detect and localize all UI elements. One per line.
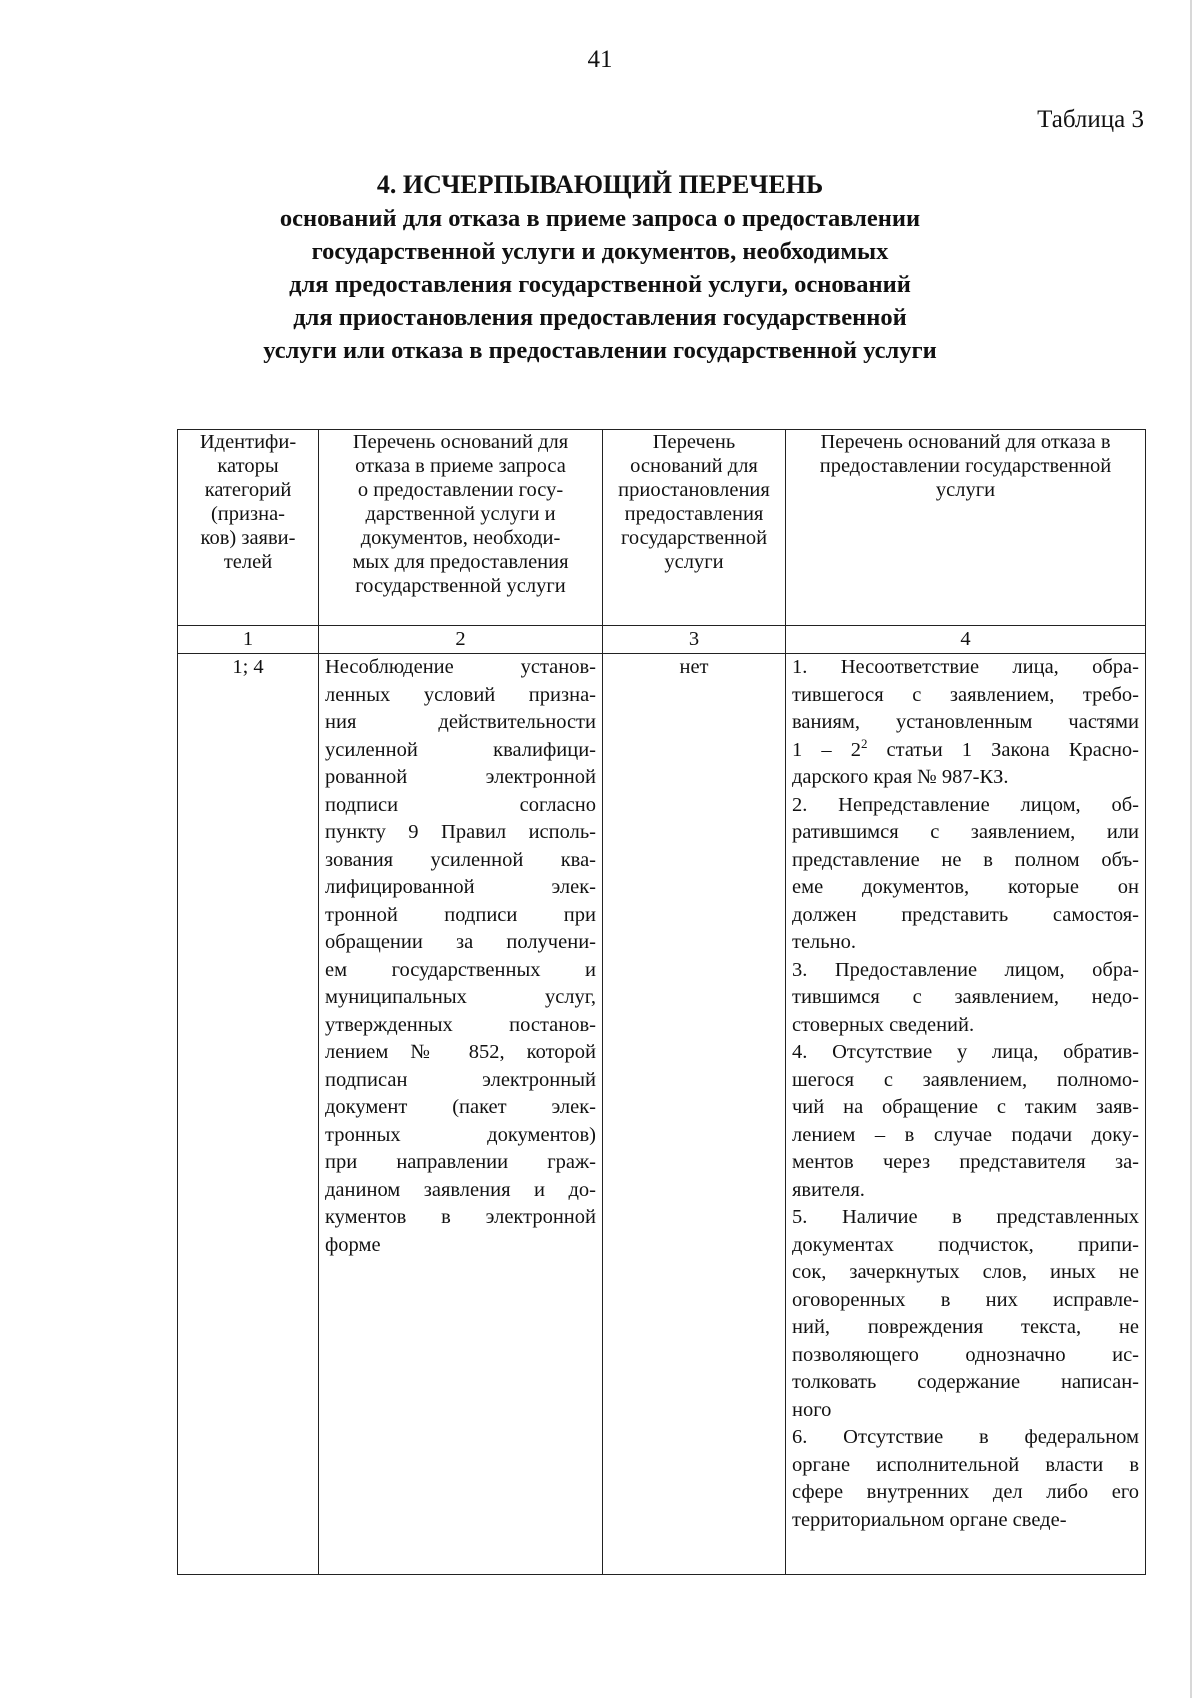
header-line: Идентифи- <box>199 431 297 453</box>
cell-line: муниципальных услуг, <box>325 986 596 1008</box>
cell-line: тившимся с заявлением, недо- <box>792 986 1139 1008</box>
cell-line: 5. Наличие в представленных <box>792 1206 1139 1228</box>
cell-line: ния действительности <box>325 711 596 733</box>
header-line: о предоставлении госу- <box>357 479 564 501</box>
header-applicant-categories <box>178 430 319 626</box>
header-line: Перечень оснований для <box>352 431 569 453</box>
cell-line: 6. Отсутствие в федеральном <box>792 1426 1139 1448</box>
cell-line: документах подчисток, припи- <box>792 1233 1139 1256</box>
cell-line: оговоренных в них исправле- <box>792 1288 1139 1311</box>
refusal-acceptance-cell <box>319 654 603 1575</box>
cell-line: явителя. <box>792 1178 865 1201</box>
column-number: 1 <box>178 626 319 654</box>
cell-line: представление не в полном объ- <box>792 848 1139 871</box>
column-number: 4 <box>786 626 1146 654</box>
title-block <box>160 168 1040 367</box>
column-number: 3 <box>603 626 786 654</box>
cell-line: шегося с заявлением, полномо- <box>792 1068 1139 1091</box>
header-line: каторы <box>217 455 279 477</box>
cell-line: толковать содержание написан- <box>792 1371 1139 1393</box>
grounds-table <box>177 429 1146 1575</box>
cell-line: лением № 852, которой <box>325 1041 596 1063</box>
header-line: оснований для <box>630 455 758 477</box>
cell-line: сфере внутренних дел либо его <box>792 1481 1139 1503</box>
header-line: государственной услуги <box>355 575 566 597</box>
cell-line: усиленной квалифици- <box>325 738 596 761</box>
cell-line: еме документов, которые он <box>792 876 1139 898</box>
suspension-cell: нет <box>603 654 786 1575</box>
header-line: телей <box>223 551 273 573</box>
header-grounds-refusal-service <box>786 430 1146 626</box>
header-line: государственной <box>620 527 768 549</box>
header-line: услуги <box>664 551 724 573</box>
cell-line: ний, повреждения текста, не <box>792 1316 1139 1338</box>
cell-line: Несоблюдение установ- <box>325 656 596 678</box>
header-line: (призна- <box>210 503 285 525</box>
title-line: услуги или отказа в предоставлении государственной услуги <box>263 337 937 364</box>
cell-line: обращении за получени- <box>325 931 596 953</box>
table-row <box>178 654 1146 1575</box>
cell-line: 1. Несоответствие лица, обра- <box>792 656 1139 678</box>
header-line: документов, необходи- <box>360 527 561 549</box>
header-grounds-refusal-acceptance <box>319 430 603 626</box>
cell-line: кументов в электронной <box>325 1206 596 1228</box>
header-line: услуги <box>935 479 996 501</box>
header-line: ков) заяви- <box>200 527 296 549</box>
cell-line: ем государственных и <box>325 958 596 981</box>
cell-line: тронной подписи при <box>325 903 596 926</box>
header-line: приостановления <box>618 479 770 501</box>
cell-line: подписи согласно <box>325 793 596 816</box>
table-label: Таблица 3 <box>1037 106 1144 133</box>
cell-line: тельно. <box>792 931 856 953</box>
title-line: оснований для отказа в приеме запроса о предоставлении <box>279 205 921 232</box>
header-line: дарственной услуги и <box>365 503 556 525</box>
column-number: 2 <box>319 626 603 654</box>
cell-line: чий на обращение с таким заяв- <box>792 1096 1139 1118</box>
cell-line: ваниям, установленным частями <box>792 711 1139 733</box>
cell-line: тронных документов) <box>325 1123 596 1146</box>
column-number-row <box>178 626 1146 654</box>
refusal-service-cell <box>786 654 1146 1575</box>
cell-line: зования усиленной ква- <box>325 848 596 871</box>
cell-line: документ (пакет элек- <box>325 1096 596 1118</box>
cell-line: стоверных сведений. <box>792 1013 975 1036</box>
cell-line: дарского края № 987-КЗ. <box>792 766 1009 788</box>
cell-line: ленных условий призна- <box>325 683 596 706</box>
cell-line: 2. Непредставление лицом, об- <box>792 793 1139 816</box>
title-line: для приостановления предоставления государственной <box>293 304 907 331</box>
cell-line: тившегося с заявлением, требо- <box>792 683 1139 706</box>
cell-line: лением – в случае подачи доку- <box>792 1123 1139 1146</box>
header-grounds-suspension <box>603 430 786 626</box>
header-line: Перечень <box>652 431 736 453</box>
cell-line: пункту 9 Правил исполь- <box>325 821 596 843</box>
header-line: Перечень оснований для отказа в <box>820 431 1111 453</box>
cell-line: 3. Предоставление лицом, обра- <box>792 958 1139 981</box>
cell-line: ментов через представителя за- <box>792 1151 1139 1173</box>
cell-line: рованной электронной <box>325 766 596 788</box>
cell-line: территориальном органе сведе- <box>792 1508 1067 1531</box>
scan-edge <box>1190 0 1192 1698</box>
applicant-category-cell: 1; 4 <box>178 654 319 1575</box>
title-line: для предоставления государственной услуги, оснований <box>289 271 911 298</box>
cell-line: при направлении граж- <box>325 1151 596 1173</box>
header-line: мых для предоставления <box>352 551 569 573</box>
header-line: предоставления <box>624 503 764 525</box>
cell-line: данином заявления и до- <box>325 1178 596 1201</box>
title-main: 4. ИСЧЕРПЫВАЮЩИЙ ПЕРЕЧЕНЬ <box>376 170 824 199</box>
cell-line: утвержденных постанов- <box>325 1013 596 1036</box>
cell-line: $1 - 2^2$ статьи 1 Закона Красно- <box>792 735 1139 761</box>
header-line: отказа в приеме запроса <box>355 455 566 477</box>
page-number: 41 <box>587 46 613 73</box>
cell-line: органе исполнительной власти в <box>792 1453 1139 1476</box>
header-row <box>178 430 1146 626</box>
header-line: категорий <box>204 479 292 501</box>
cell-line: сок, зачеркнутых слов, иных не <box>792 1261 1139 1283</box>
cell-line: лифицированной элек- <box>325 876 596 898</box>
cell-line: ного <box>792 1398 832 1421</box>
title-line: государственной услуги и документов, необходимых <box>311 238 889 265</box>
cell-line: позволяющего однозначно ис- <box>792 1343 1139 1366</box>
cell-line: 4. Отсутствие у лица, обратив- <box>792 1041 1139 1063</box>
cell-line: подписан электронный <box>325 1068 596 1091</box>
cell-line: должен представить самостоя- <box>792 903 1139 926</box>
cell-line: форме <box>325 1233 381 1256</box>
cell-line: ратившимся с заявлением, или <box>792 821 1139 843</box>
header-line: предоставлении государственной <box>819 455 1112 477</box>
